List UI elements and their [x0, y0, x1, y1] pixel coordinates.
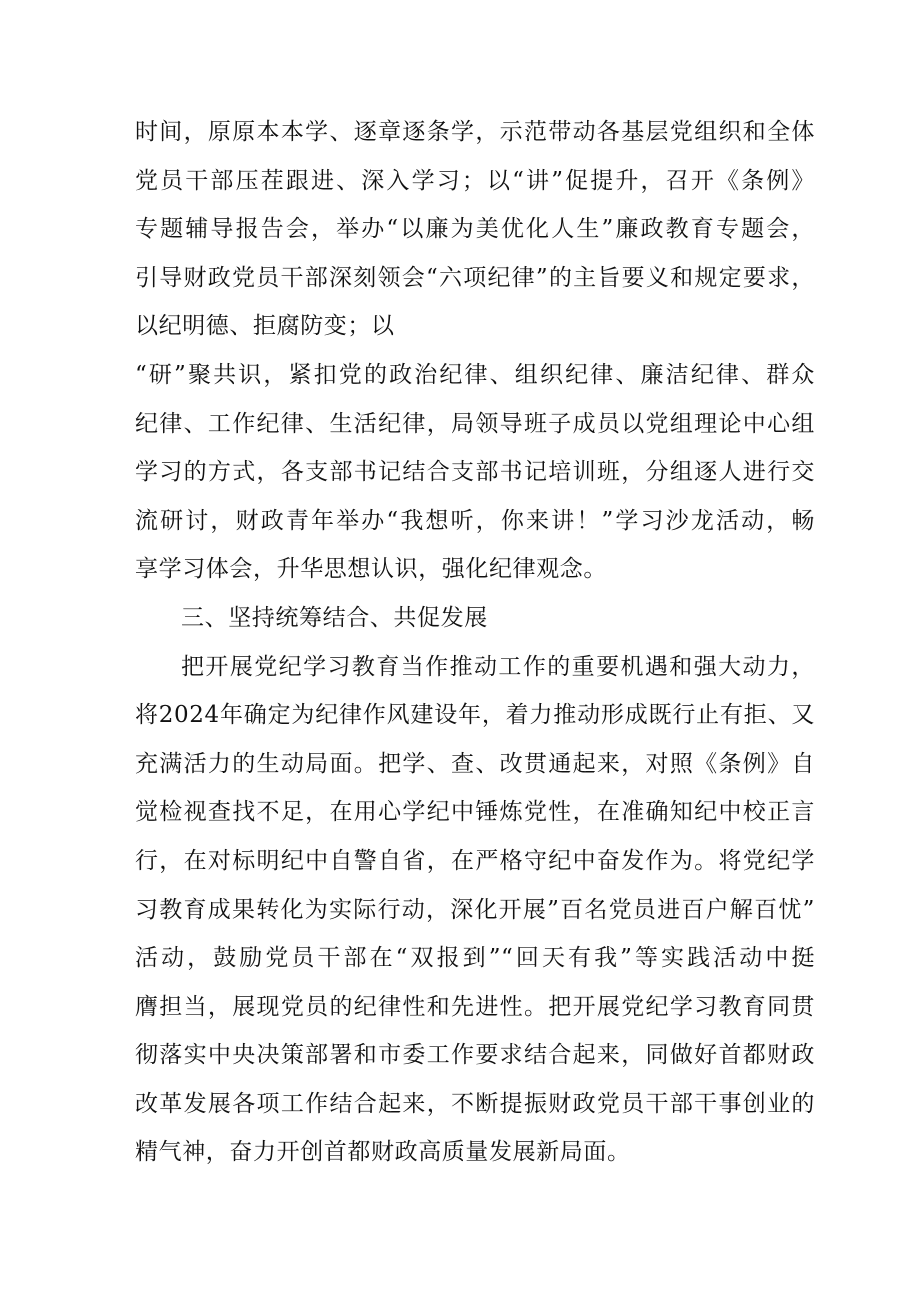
text-line: 行，在对标明纪中自警自省，在严格守纪中奋发作为。将党纪学	[135, 847, 815, 874]
text-line: 时间，原原本本学、逐章逐条学，示范带动各基层党组织和全体	[135, 119, 815, 145]
text-line: 专题辅导报告会，举办“以廉为美优化人生”廉政教育专题会，	[135, 216, 815, 243]
text-line: 习教育成果转化为实际行动，深化开展”百名党员进百户解百忧”	[135, 896, 815, 923]
text-line: 将2024年确定为纪律作风建设年，着力推动形成既行止有拒、又	[135, 702, 815, 729]
paragraph-learning-activities	[135, 108, 815, 351]
section-heading: 三、坚持统筹结合、共促发展	[181, 604, 488, 631]
text-line: 党员干部压茬跟进、深入学习；以“讲”促提升，召开《条例》	[135, 167, 815, 194]
paragraph-coordinated-development	[135, 643, 815, 1178]
text-line: 改革发展各项工作结合起来，不断提振财政党员干部干事创业的	[135, 1090, 815, 1117]
text-line: “研”聚共识，紧扣党的政治纪律、组织纪律、廉洁纪律、群众	[135, 361, 815, 388]
paragraph-research-consensus	[135, 351, 815, 594]
text-line: 精气神，奋力开创首都财政高质量发展新局面。	[135, 1139, 631, 1166]
text-line: 引导财政党员干部深刻领会“六项纪律”的主旨要义和规定要求，	[135, 264, 815, 291]
text-line: 觉检视查找不足，在用心学纪中锤炼党性，在准确知纪中校正言	[135, 799, 815, 826]
text-line: 纪律、工作纪律、生活纪律，局领导班子成员以党组理论中心组	[135, 410, 815, 437]
text-line: 流研讨，财政青年举办“我想听，你来讲！”学习沙龙活动，畅	[135, 507, 815, 534]
text-line: 学习的方式，各支部书记结合支部书记培训班，分组逐人进行交	[135, 459, 815, 486]
text-line: 以纪明德、拒腐防变；以	[135, 313, 395, 340]
text-line: 把开展党纪学习教育当作推动工作的重要机遇和强大动力，	[181, 653, 815, 680]
text-line: 膺担当，展现党员的纪律性和先进性。把开展党纪学习教育同贯	[135, 993, 815, 1020]
text-line: 活动，鼓励党员干部在“双报到”“回天有我”等实践活动中挺	[135, 945, 815, 972]
text-line: 彻落实中央决策部署和市委工作要求结合起来，同做好首都财政	[135, 1042, 815, 1069]
text-line: 享学习体会，升华思想认识，强化纪律观念。	[135, 556, 607, 583]
text-line: 充满活力的生动局面。把学、查、改贯通起来，对照《条例》自	[135, 750, 815, 777]
document-body	[135, 108, 815, 1177]
